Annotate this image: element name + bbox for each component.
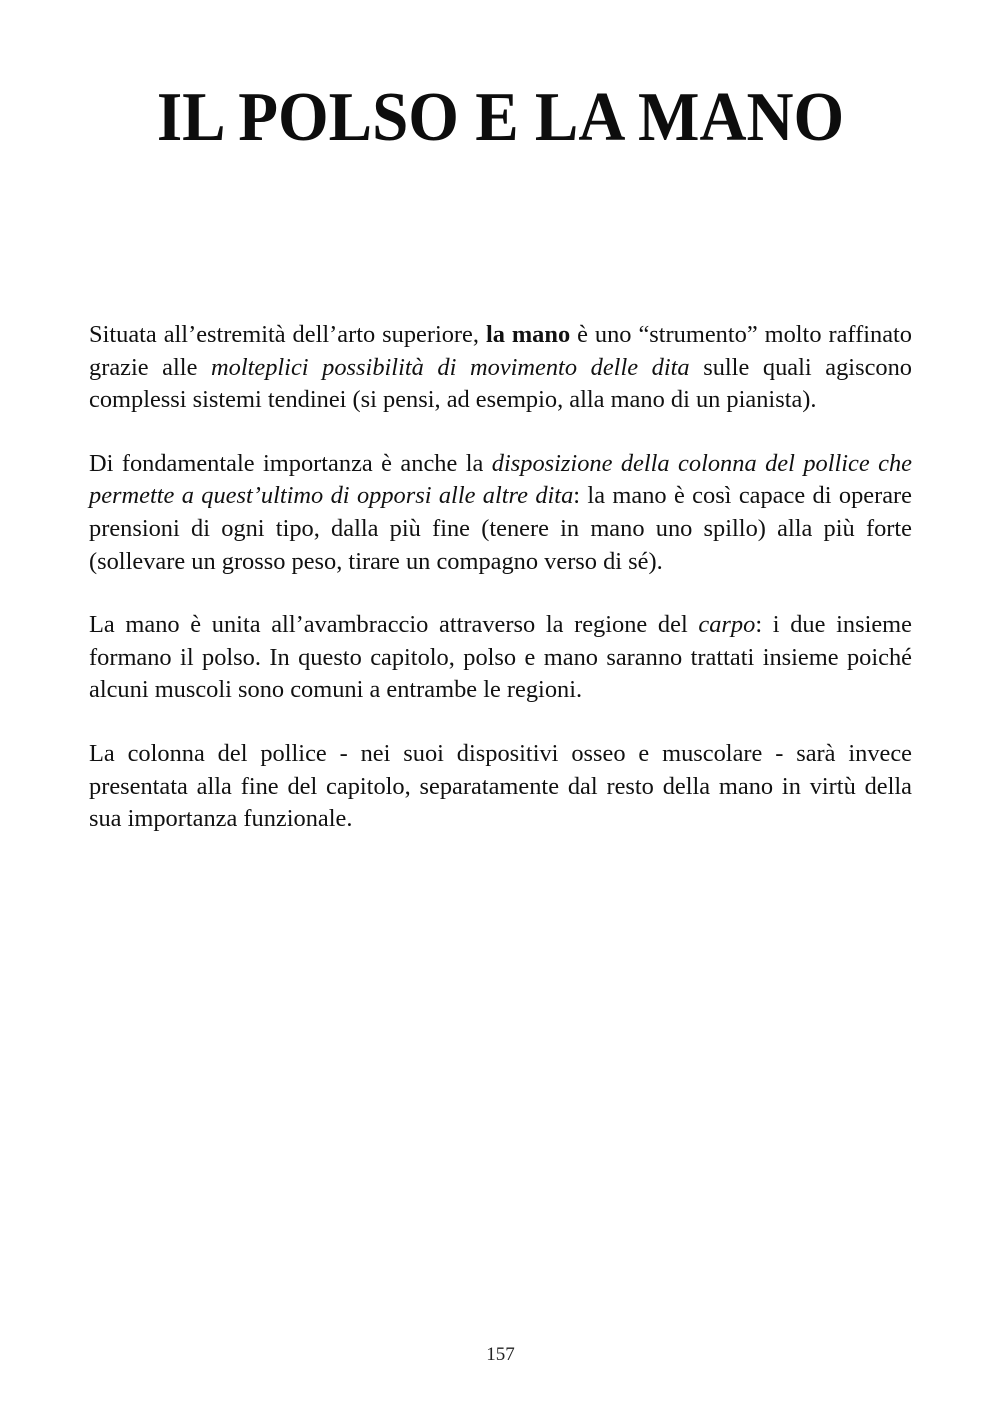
text-segment: Di fondamentale importanza è anche la [89,449,492,477]
text-segment: Situata all’estremità dell’arto superiore, [89,321,486,348]
page-number: 157 [486,1344,515,1365]
paragraph-intro [89,319,912,417]
text-segment: è uno “strumento” molto raffinato grazie alle [89,321,912,381]
text-segment: La colonna del pollice - nei suoi dispositivi osseo e muscolare - sarà invece presentata alla fine del capitolo, separatamente dal resto della mano in virtù della sua importanza funzionale. [89,739,912,833]
text-segment: La mano è unita all’avambraccio attraverso la regione del [89,611,699,639]
page-title: IL POLSO E LA MANO [156,79,845,156]
paragraph-carpus [89,609,912,707]
body-text [89,319,912,867]
paragraph-thumb-column [89,738,912,836]
text-segment: : la mano è così capace di operare prensioni di ogni tipo, dalla più fine (tenere in mano uno spillo) alla più forte (sollevare un grosso peso, tirare un compagno verso di sé). [89,482,912,575]
text-segment: sulle quali agiscono complessi sistemi tendinei (si pensi, ad esempio, alla mano di un pianista). [89,353,912,414]
text-segment: : i due insieme formano il polso. In questo capitolo, polso e mano saranno trattati insieme poiché alcuni muscoli sono comuni a entrambe le regioni. [89,611,912,704]
emphasis-italic: carpo [698,611,756,639]
emphasis-italic: disposizione della colonna del pollice che permette a quest’ultimo di opporsi alle altre dita [89,449,912,510]
emphasis-italic: molteplici possibilità di movimento delle dita [211,353,690,381]
paragraph-thumb-opposition [89,448,912,578]
emphasis-bold: la mano [485,321,571,348]
